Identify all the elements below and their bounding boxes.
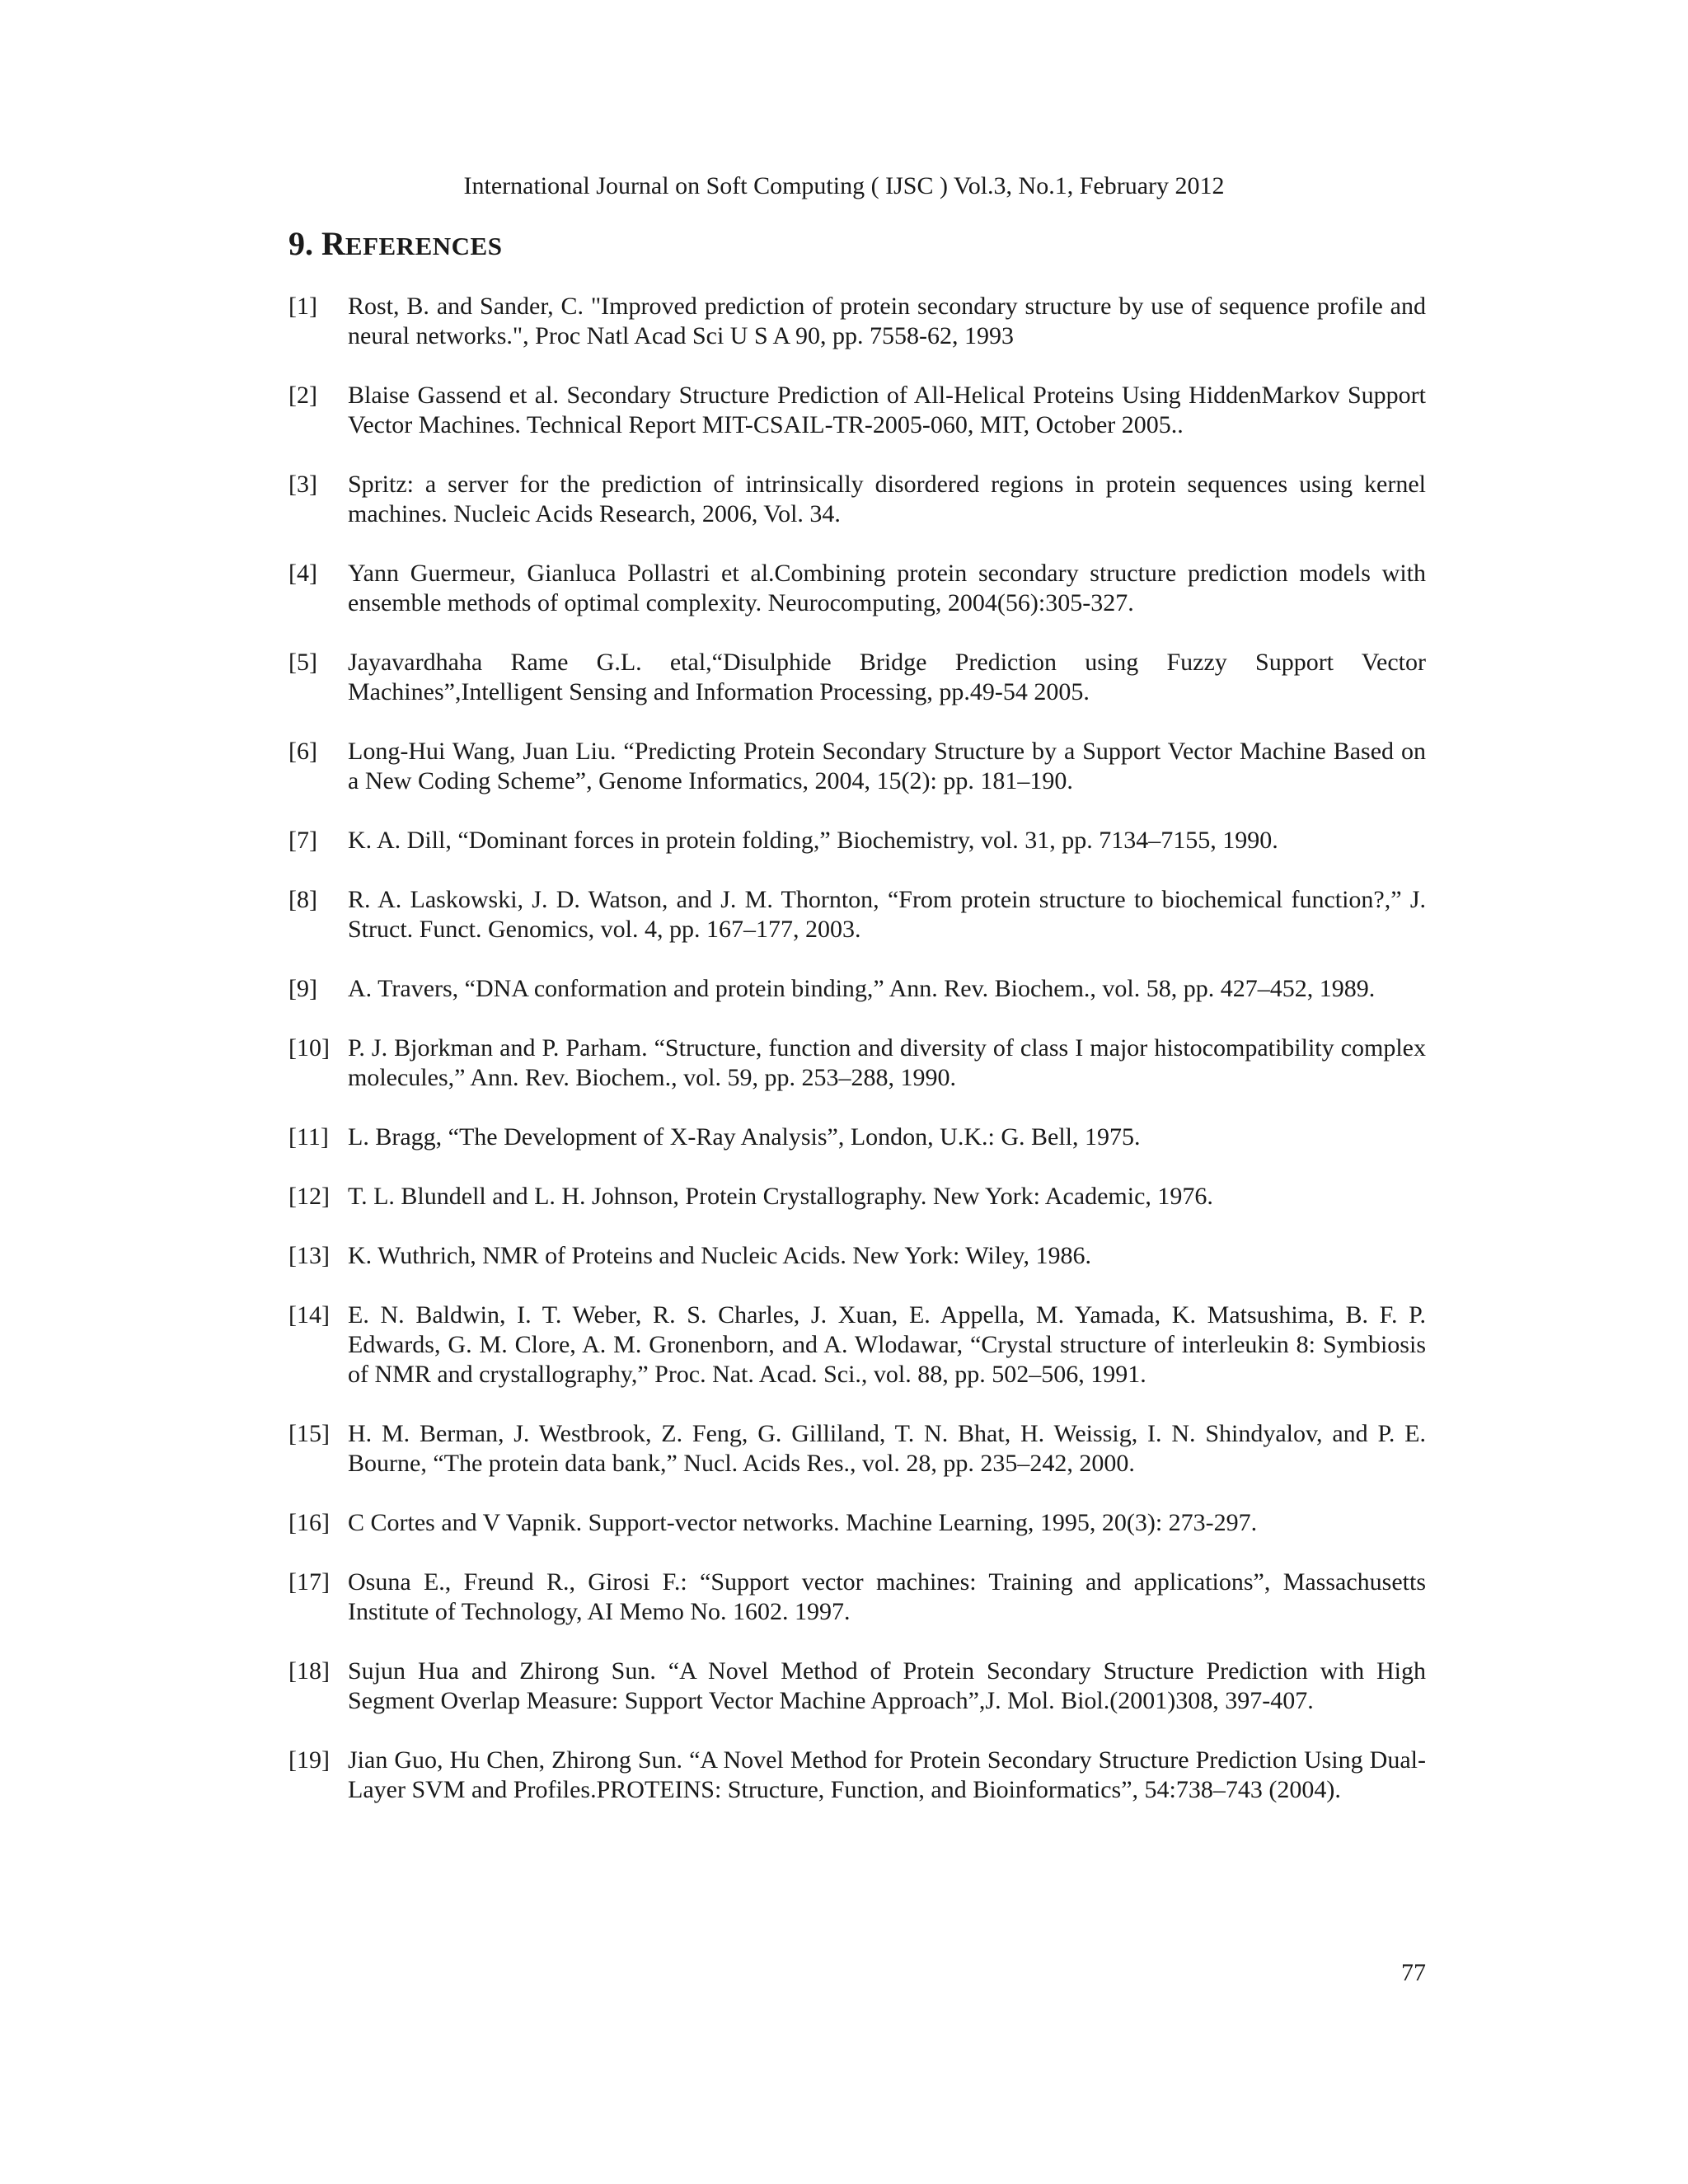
reference-number: [2] — [288, 382, 317, 409]
reference-item — [288, 1657, 1426, 1716]
reference-text: Jayavardhaha Rame G.L. etal,“Disulphide Bridge Prediction using Fuzzy Support Vector Machines”,Intelligent Sensing and Information Processing, pp.49-54 2005. — [348, 649, 1426, 705]
reference-text: Osuna E., Freund R., Girosi F.: “Support vector machines: Training and applications”, Massachusetts Institute of Technology, AI Memo No. 1602. 1997. — [348, 1568, 1426, 1625]
reference-text: Blaise Gassend et al. Secondary Structure Prediction of All-Helical Proteins Using HiddenMarkov Support Vector Machines. Technical Report MIT-CSAIL-TR-2005-060, MIT, October 2005.. — [348, 382, 1426, 438]
reference-item — [288, 974, 1426, 1004]
reference-list — [288, 292, 1426, 1835]
section-number: 9. — [288, 225, 321, 262]
reference-number: [4] — [288, 560, 317, 587]
reference-number: [13] — [288, 1242, 330, 1269]
reference-text: A. Travers, “DNA conformation and protein binding,” Ann. Rev. Biochem., vol. 58, pp. 427–452, 1989. — [348, 975, 1376, 1002]
section-title-initial: R — [321, 225, 345, 262]
reference-number: [9] — [288, 975, 317, 1002]
reference-text: Rost, B. and Sander, C. "Improved prediction of protein secondary structure by use of sequence profile and neural networks.", Proc Natl Acad Sci U S A 90, pp. 7558-62, 1993 — [348, 293, 1426, 349]
reference-text: Jian Guo, Hu Chen, Zhirong Sun. “A Novel Method for Protein Secondary Structure Prediction Using Dual-Layer SVM and Profiles.PROTEINS: Structure, Function, and Bioinformatics”, 54:738–743 (2004). — [348, 1746, 1426, 1803]
reference-number: [10] — [288, 1034, 330, 1062]
reference-item — [288, 1033, 1426, 1093]
reference-text: E. N. Baldwin, I. T. Weber, R. S. Charles, J. Xuan, E. Appella, M. Yamada, K. Matsushima, B. F. P. Edwards, G. M. Clore, A. M. Gronenborn, and A. Wlodawar, “Crystal structure of interleukin 8: Symbiosis of NMR and crystallography,” Proc. Nat. Acad. Sci., vol. 88, pp. 502–506, 1991. — [348, 1301, 1426, 1388]
reference-item — [288, 1508, 1426, 1538]
reference-text: Sujun Hua and Zhirong Sun. “A Novel Method of Protein Secondary Structure Prediction with High Segment Overlap Measure: Support Vector Machine Approach”,J. Mol. Biol.(2001)308, 397-407. — [348, 1657, 1426, 1714]
running-header: International Journal on Soft Computing ( IJSC ) Vol.3, No.1, February 2012 — [463, 172, 1225, 199]
reference-item — [288, 826, 1426, 855]
reference-item — [288, 648, 1426, 707]
reference-item — [288, 470, 1426, 529]
reference-text: Spritz: a server for the prediction of intrinsically disordered regions in protein sequences using kernel machines. Nucleic Acids Research, 2006, Vol. 34. — [348, 471, 1426, 527]
reference-item — [288, 1568, 1426, 1627]
reference-text: K. Wuthrich, NMR of Proteins and Nucleic Acids. New York: Wiley, 1986. — [348, 1242, 1091, 1269]
reference-number: [6] — [288, 738, 317, 765]
reference-item — [288, 1241, 1426, 1271]
reference-number: [11] — [288, 1123, 329, 1151]
reference-text: Yann Guermeur, Gianluca Pollastri et al.Combining protein secondary structure prediction models with ensemble methods of optimal complexity. Neurocomputing, 2004(56):305-327. — [348, 560, 1426, 616]
section-title-rest: EFERENCES — [345, 232, 503, 260]
reference-item — [288, 1122, 1426, 1152]
reference-number: [1] — [288, 293, 317, 320]
reference-number: [12] — [288, 1183, 330, 1210]
reference-text: L. Bragg, “The Development of X-Ray Analysis”, London, U.K.: G. Bell, 1975. — [348, 1123, 1141, 1151]
reference-number: [5] — [288, 649, 317, 676]
reference-text: T. L. Blundell and L. H. Johnson, Protein Crystallography. New York: Academic, 1976. — [348, 1183, 1213, 1210]
reference-number: [15] — [288, 1420, 330, 1447]
reference-number: [17] — [288, 1568, 330, 1596]
page-number: 77 — [1401, 1959, 1426, 1986]
reference-number: [19] — [288, 1746, 330, 1774]
reference-number: [14] — [288, 1301, 330, 1329]
reference-item — [288, 559, 1426, 618]
reference-text: H. M. Berman, J. Westbrook, Z. Feng, G. Gilliland, T. N. Bhat, H. Weissig, I. N. Shindyalov, and P. E. Bourne, “The protein data bank,” Nucl. Acids Res., vol. 28, pp. 235–242, 2000. — [348, 1420, 1426, 1477]
reference-item — [288, 885, 1426, 944]
reference-text: R. A. Laskowski, J. D. Watson, and J. M. Thornton, “From protein structure to biochemical function?,” J. Struct. Funct. Genomics, vol. 4, pp. 167–177, 2003. — [348, 886, 1426, 943]
section-heading — [288, 224, 502, 266]
reference-item — [288, 1182, 1426, 1212]
reference-text: P. J. Bjorkman and P. Parham. “Structure, function and diversity of class I major histocompatibility complex molecules,” Ann. Rev. Biochem., vol. 59, pp. 253–288, 1990. — [348, 1034, 1426, 1091]
reference-text: Long-Hui Wang, Juan Liu. “Predicting Protein Secondary Structure by a Support Vector Machine Based on a New Coding Scheme”, Genome Informatics, 2004, 15(2): pp. 181–190. — [348, 738, 1426, 794]
reference-number: [18] — [288, 1657, 330, 1685]
reference-text: C Cortes and V Vapnik. Support-vector networks. Machine Learning, 1995, 20(3): 273-297. — [348, 1509, 1258, 1536]
reference-item — [288, 381, 1426, 440]
reference-item — [288, 1419, 1426, 1479]
reference-number: [3] — [288, 471, 317, 498]
reference-item — [288, 292, 1426, 351]
reference-text: K. A. Dill, “Dominant forces in protein folding,” Biochemistry, vol. 31, pp. 7134–7155, 1990. — [348, 827, 1278, 854]
reference-number: [8] — [288, 886, 317, 913]
reference-number: [16] — [288, 1509, 330, 1536]
reference-item — [288, 1746, 1426, 1805]
reference-item — [288, 737, 1426, 796]
reference-item — [288, 1301, 1426, 1390]
reference-number: [7] — [288, 827, 317, 854]
